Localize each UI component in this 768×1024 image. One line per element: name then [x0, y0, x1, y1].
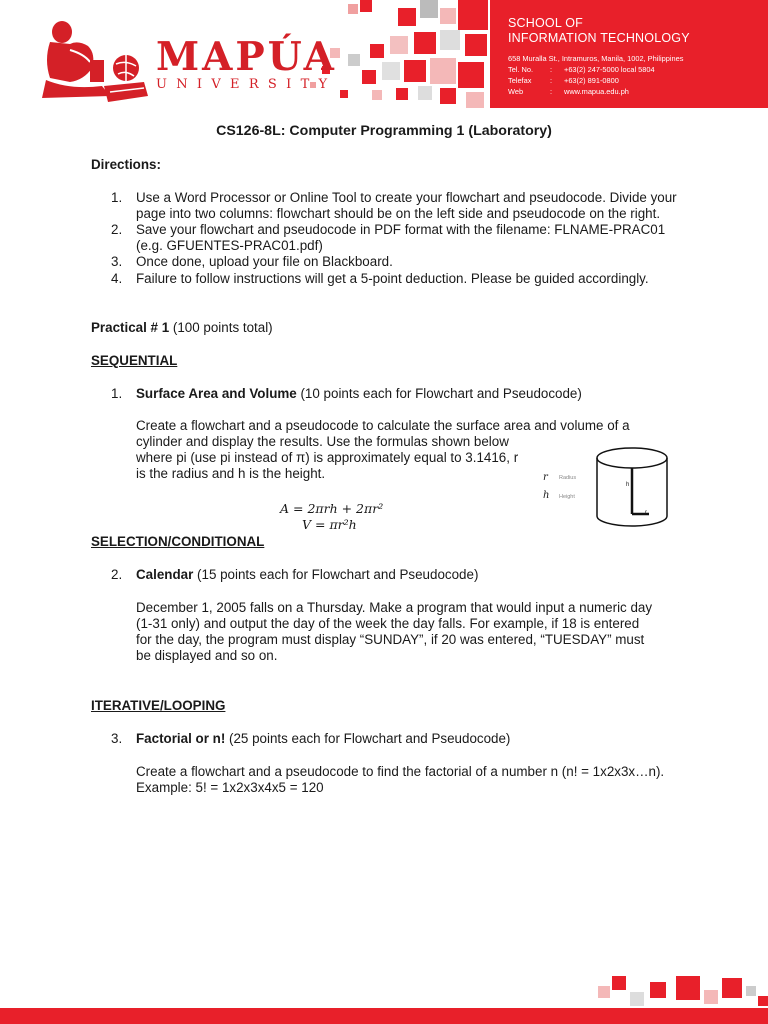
- logo-main: MAPÚA: [156, 34, 337, 80]
- paragraph-line: is the radius and h is the height.: [136, 466, 326, 481]
- paragraph-line: Create a flowchart and a pseudocode to calculate the surface area and volume of a: [136, 418, 630, 433]
- directions-heading: Directions:: [91, 157, 161, 172]
- problem-number: 1.: [111, 386, 123, 401]
- problem-title: [111, 731, 510, 747]
- contact-label: Telefax: [508, 76, 532, 85]
- contact-label: Tel. No.: [508, 65, 534, 74]
- list-item: [111, 222, 681, 253]
- school-name-line1: SCHOOL OF: [508, 16, 583, 30]
- problem-points: (25 points each for Flowchart and Pseudocode): [225, 731, 511, 746]
- problem-description: [136, 600, 678, 664]
- problem-name: Surface Area and Volume: [136, 386, 297, 401]
- list-item: [111, 271, 681, 287]
- contact-sep: :: [550, 87, 553, 96]
- paragraph-line: cylinder and display the results. Use the formulas shown below: [136, 434, 509, 449]
- contact-row: [508, 64, 683, 75]
- list-number: 4.: [111, 270, 123, 286]
- legend-r: r: [543, 472, 548, 483]
- contact-value: +63(2) 891-0800: [564, 76, 619, 85]
- paragraph-line: be displayed and so on.: [136, 648, 278, 663]
- contact-sep: :: [550, 65, 553, 74]
- diagram-r-label: r: [645, 510, 647, 516]
- contact-row: [508, 75, 683, 86]
- list-text: Once done, upload your file on Blackboard.: [136, 254, 393, 269]
- paragraph-line: Example: 5! = 1x2x3x4x5 = 120: [136, 780, 324, 795]
- legend-h: h: [543, 490, 550, 501]
- problem-points: (10 points each for Flowchart and Pseudocode): [296, 386, 582, 401]
- legend-h-label: Height: [559, 494, 575, 500]
- practical-points: (100 points total): [169, 320, 273, 335]
- contact-row: [508, 86, 683, 97]
- legend-r-label: Radius: [559, 475, 577, 481]
- list-text: Use a Word Processor or Online Tool to create your flowchart and pseudocode. Divide your page into two columns: flowchart should be on the left side and pseudocode on the right.: [136, 190, 677, 221]
- school-name-line2: INFORMATION TECHNOLOGY: [508, 31, 690, 45]
- directions-list: [111, 190, 681, 287]
- diagram-h-label: h: [626, 482, 630, 488]
- paragraph-line: Create a flowchart and a pseudocode to find the factorial of a number n (n! = 1x2x3x…n).: [136, 764, 665, 779]
- cylinder-diagram-icon: [594, 446, 670, 528]
- problem-title: [111, 386, 582, 402]
- paragraph-line: (1-31 only) and output the day of the week the day falls. For example, if 18 is entered: [136, 616, 640, 631]
- practical-label: Practical # 1: [91, 320, 170, 335]
- section-heading-selection: SELECTION/CONDITIONAL: [91, 534, 265, 549]
- list-item: [111, 254, 681, 270]
- contact-sep: :: [550, 76, 553, 85]
- contact-value: +63(2) 247-5000 local 5804: [564, 65, 655, 74]
- list-text: Failure to follow instructions will get a 5-point deduction. Please be guided accordingly.: [136, 270, 649, 286]
- problem-description: [136, 418, 678, 434]
- list-number: 1.: [111, 190, 123, 205]
- address: 658 Muralla St., Intramuros, Manila, 1002, Philippines: [508, 54, 684, 63]
- school-name: [508, 16, 690, 46]
- paragraph-line: for the day, the program must display “SUNDAY”, if 20 was entered, “TUESDAY” must: [136, 632, 645, 647]
- document-title: CS126-8L: Computer Programming 1 (Laboratory): [216, 123, 552, 139]
- list-number: 2.: [111, 222, 123, 237]
- list-number: 3.: [111, 254, 123, 269]
- contact-info: [508, 53, 683, 97]
- problem-points: (15 points each for Flowchart and Pseudocode): [193, 567, 479, 582]
- paragraph-line: December 1, 2005 falls on a Thursday. Make a program that would input a numeric day: [136, 600, 653, 615]
- section-heading-iterative: ITERATIVE/LOOPING: [91, 698, 226, 713]
- footer-red-band: [0, 1008, 768, 1024]
- paragraph-line: where pi (use pi instead of π) is approximately equal to 3.1416, r: [136, 450, 519, 465]
- problem-description: [136, 764, 678, 796]
- mapua-logo-icon: [40, 20, 152, 106]
- logo-sub: UNIVERSITY: [156, 77, 337, 92]
- problem-name: Calendar: [136, 567, 194, 582]
- list-text: Save your flowchart and pseudocode in PDF format with the filename: FLNAME-PRAC01 (e.g. GFUENTES-PRAC01.pdf): [136, 222, 666, 253]
- problem-name: Factorial or n!: [136, 731, 226, 746]
- university-logo-text: [156, 34, 337, 92]
- problem-title: [111, 567, 478, 583]
- contact-value: www.mapua.edu.ph: [564, 87, 629, 96]
- formula-area: A = 2πrh + 2πr²: [280, 501, 384, 516]
- practical-line: [91, 320, 273, 336]
- problem-number: 3.: [111, 731, 123, 746]
- formula-volume: V = πr²h: [302, 517, 357, 532]
- problem-number: 2.: [111, 567, 123, 582]
- contact-label: Web: [508, 87, 524, 96]
- section-heading-sequential: SEQUENTIAL: [91, 353, 178, 368]
- list-item: [111, 190, 681, 221]
- problem-description: [136, 434, 536, 482]
